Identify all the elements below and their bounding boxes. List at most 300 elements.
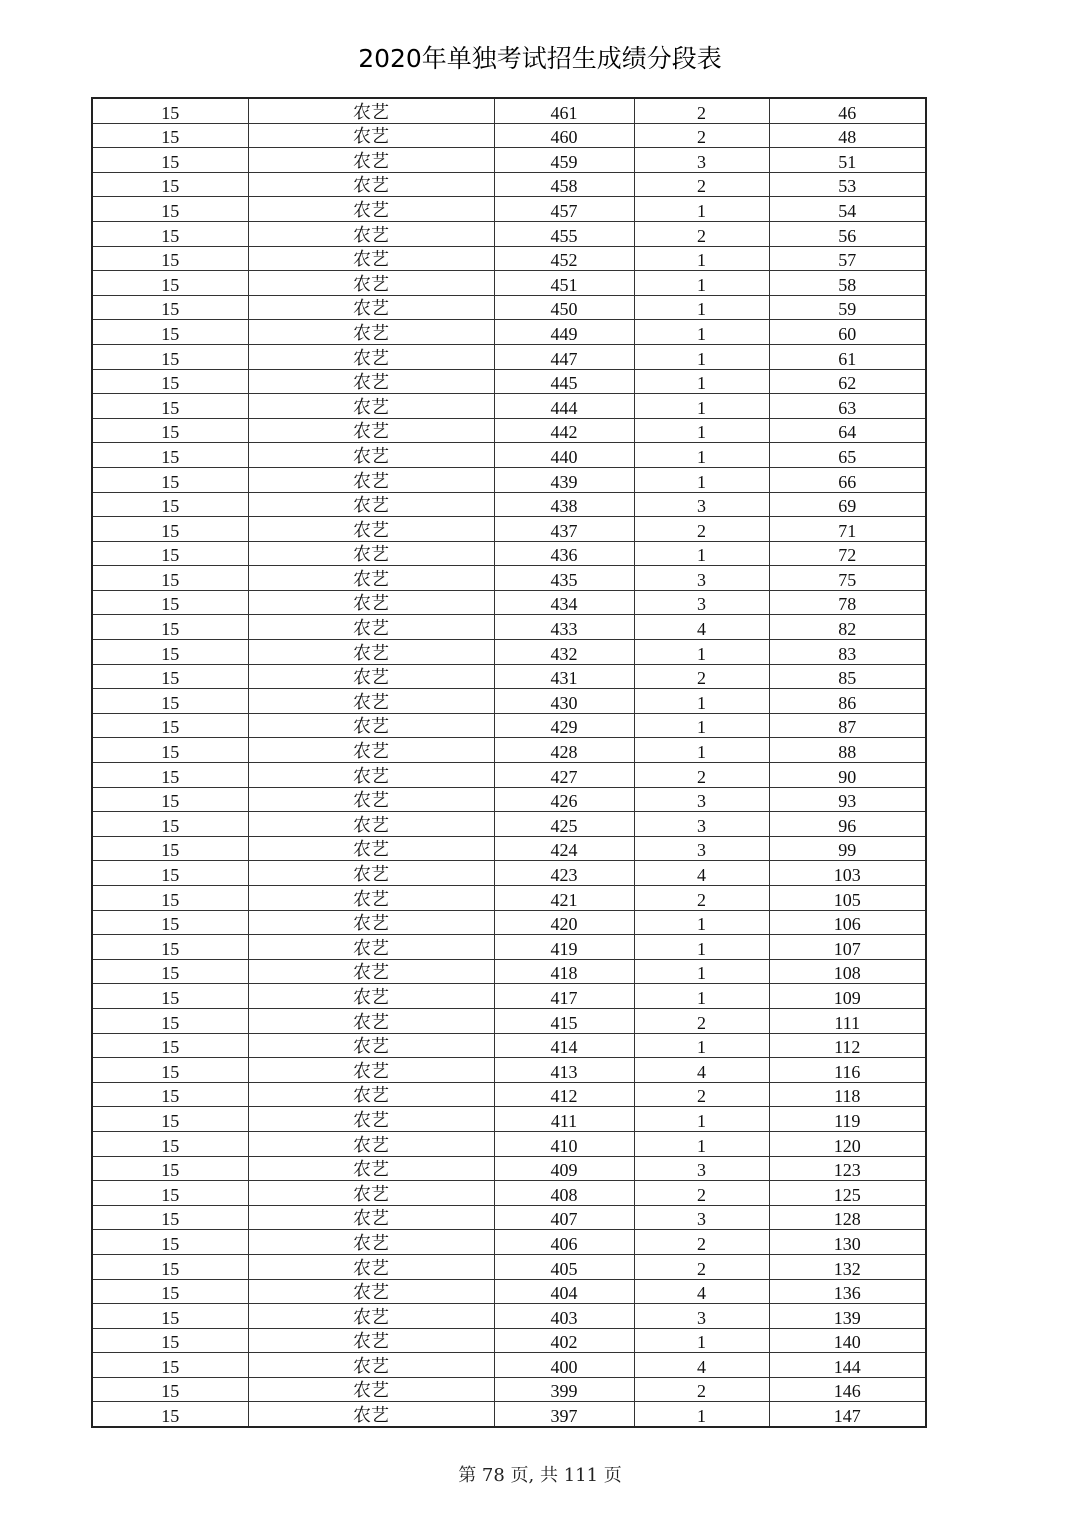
count-cell: 1 [634,295,769,320]
cumulative-cell: 106 [769,910,926,935]
table-row [92,1082,926,1107]
count-cell: 3 [634,1205,769,1230]
table-row [92,861,926,886]
table-row [92,836,926,861]
group-cell: 15 [92,172,248,197]
category-cell: 农艺 [248,787,494,812]
count-cell: 2 [634,123,769,148]
cumulative-cell: 51 [769,148,926,173]
cumulative-cell: 99 [769,836,926,861]
score-cell: 435 [494,566,634,591]
score-cell: 457 [494,197,634,222]
score-cell: 437 [494,517,634,542]
group-cell: 15 [92,1131,248,1156]
cumulative-cell: 111 [769,1008,926,1033]
count-cell: 1 [634,320,769,345]
cumulative-cell: 85 [769,664,926,689]
table-row [92,763,926,788]
group-cell: 15 [92,1230,248,1255]
count-cell: 1 [634,246,769,271]
group-cell: 15 [92,369,248,394]
cumulative-cell: 144 [769,1353,926,1378]
cumulative-cell: 75 [769,566,926,591]
score-cell: 430 [494,689,634,714]
count-cell: 1 [634,467,769,492]
score-cell: 406 [494,1230,634,1255]
table-row [92,1205,926,1230]
count-cell: 1 [634,394,769,419]
score-cell: 399 [494,1377,634,1402]
group-cell: 15 [92,886,248,911]
score-cell: 415 [494,1008,634,1033]
table-row [92,713,926,738]
group-cell: 15 [92,615,248,640]
score-cell: 414 [494,1033,634,1058]
cumulative-cell: 119 [769,1107,926,1132]
group-cell: 15 [92,959,248,984]
cumulative-cell: 57 [769,246,926,271]
group-cell: 15 [92,541,248,566]
category-cell: 农艺 [248,492,494,517]
table-row [92,344,926,369]
count-cell: 1 [634,197,769,222]
group-cell: 15 [92,418,248,443]
count-cell: 2 [634,1254,769,1279]
category-cell: 农艺 [248,1181,494,1206]
score-cell: 450 [494,295,634,320]
count-cell: 1 [634,689,769,714]
score-cell: 444 [494,394,634,419]
score-cell: 436 [494,541,634,566]
cumulative-cell: 72 [769,541,926,566]
table-row [92,984,926,1009]
score-cell: 432 [494,640,634,665]
cumulative-cell: 130 [769,1230,926,1255]
group-cell: 15 [92,984,248,1009]
category-cell: 农艺 [248,1279,494,1304]
group-cell: 15 [92,836,248,861]
score-cell: 425 [494,812,634,837]
group-cell: 15 [92,910,248,935]
cumulative-cell: 146 [769,1377,926,1402]
cumulative-cell: 65 [769,443,926,468]
page-footer: 第 78 页, 共 111 页 [458,1465,622,1486]
category-cell: 农艺 [248,1082,494,1107]
cumulative-cell: 59 [769,295,926,320]
count-cell: 4 [634,1353,769,1378]
category-cell: 农艺 [248,394,494,419]
group-cell: 15 [92,713,248,738]
group-cell: 15 [92,787,248,812]
count-cell: 1 [634,369,769,394]
category-cell: 农艺 [248,959,494,984]
score-cell: 459 [494,148,634,173]
category-cell: 农艺 [248,418,494,443]
table-row [92,640,926,665]
cumulative-cell: 69 [769,492,926,517]
category-cell: 农艺 [248,1058,494,1083]
score-cell: 407 [494,1205,634,1230]
count-cell: 2 [634,221,769,246]
cumulative-cell: 48 [769,123,926,148]
cumulative-cell: 123 [769,1156,926,1181]
score-cell: 455 [494,221,634,246]
table-row [92,812,926,837]
table-row [92,1181,926,1206]
table-row [92,1058,926,1083]
count-cell: 1 [634,541,769,566]
category-cell: 农艺 [248,763,494,788]
group-cell: 15 [92,1402,248,1427]
table-row [92,689,926,714]
table-row [92,1131,926,1156]
table-row [92,566,926,591]
score-cell: 405 [494,1254,634,1279]
category-cell: 农艺 [248,541,494,566]
count-cell: 1 [634,1033,769,1058]
group-cell: 15 [92,935,248,960]
score-table-body [92,98,926,1427]
group-cell: 15 [92,1205,248,1230]
cumulative-cell: 54 [769,197,926,222]
group-cell: 15 [92,1353,248,1378]
category-cell: 农艺 [248,1033,494,1058]
cumulative-cell: 109 [769,984,926,1009]
category-cell: 农艺 [248,1377,494,1402]
score-cell: 452 [494,246,634,271]
category-cell: 农艺 [248,984,494,1009]
table-row [92,787,926,812]
group-cell: 15 [92,394,248,419]
cumulative-cell: 78 [769,590,926,615]
cumulative-cell: 56 [769,221,926,246]
group-cell: 15 [92,443,248,468]
score-cell: 431 [494,664,634,689]
count-cell: 4 [634,1279,769,1304]
cumulative-cell: 116 [769,1058,926,1083]
count-cell: 1 [634,344,769,369]
cumulative-cell: 64 [769,418,926,443]
table-row [92,320,926,345]
category-cell: 农艺 [248,615,494,640]
category-cell: 农艺 [248,910,494,935]
category-cell: 农艺 [248,467,494,492]
score-cell: 433 [494,615,634,640]
category-cell: 农艺 [248,1402,494,1427]
score-cell: 410 [494,1131,634,1156]
cumulative-cell: 61 [769,344,926,369]
score-cell: 400 [494,1353,634,1378]
cumulative-cell: 105 [769,886,926,911]
count-cell: 1 [634,713,769,738]
table-row [92,443,926,468]
cumulative-cell: 107 [769,935,926,960]
group-cell: 15 [92,320,248,345]
score-cell: 413 [494,1058,634,1083]
category-cell: 农艺 [248,886,494,911]
table-row [92,123,926,148]
group-cell: 15 [92,1254,248,1279]
cumulative-cell: 120 [769,1131,926,1156]
group-cell: 15 [92,467,248,492]
cumulative-cell: 140 [769,1328,926,1353]
group-cell: 15 [92,1304,248,1329]
cumulative-cell: 108 [769,959,926,984]
table-row [92,1254,926,1279]
group-cell: 15 [92,1156,248,1181]
count-cell: 2 [634,763,769,788]
group-cell: 15 [92,148,248,173]
score-cell: 439 [494,467,634,492]
table-row [92,590,926,615]
count-cell: 1 [634,1107,769,1132]
category-cell: 农艺 [248,812,494,837]
group-cell: 15 [92,1033,248,1058]
cumulative-cell: 88 [769,738,926,763]
cumulative-cell: 60 [769,320,926,345]
count-cell: 1 [634,738,769,763]
table-row [92,295,926,320]
category-cell: 农艺 [248,664,494,689]
score-cell: 429 [494,713,634,738]
category-cell: 农艺 [248,1353,494,1378]
table-row [92,1353,926,1378]
count-cell: 1 [634,935,769,960]
score-table [91,97,927,1428]
table-row [92,98,926,123]
table-row [92,738,926,763]
group-cell: 15 [92,1279,248,1304]
category-cell: 农艺 [248,1205,494,1230]
group-cell: 15 [92,590,248,615]
table-row [92,1107,926,1132]
category-cell: 农艺 [248,320,494,345]
category-cell: 农艺 [248,98,494,123]
category-cell: 农艺 [248,1254,494,1279]
cumulative-cell: 128 [769,1205,926,1230]
group-cell: 15 [92,640,248,665]
cumulative-cell: 93 [769,787,926,812]
category-cell: 农艺 [248,369,494,394]
group-cell: 15 [92,861,248,886]
category-cell: 农艺 [248,590,494,615]
score-cell: 458 [494,172,634,197]
count-cell: 1 [634,1131,769,1156]
group-cell: 15 [92,812,248,837]
table-row [92,1377,926,1402]
score-cell: 451 [494,271,634,296]
table-row [92,886,926,911]
score-cell: 449 [494,320,634,345]
score-cell: 412 [494,1082,634,1107]
cumulative-cell: 118 [769,1082,926,1107]
cumulative-cell: 62 [769,369,926,394]
category-cell: 农艺 [248,689,494,714]
count-cell: 2 [634,664,769,689]
cumulative-cell: 139 [769,1304,926,1329]
group-cell: 15 [92,98,248,123]
category-cell: 农艺 [248,197,494,222]
table-row [92,1328,926,1353]
table-row [92,615,926,640]
cumulative-cell: 112 [769,1033,926,1058]
group-cell: 15 [92,344,248,369]
category-cell: 农艺 [248,861,494,886]
table-row [92,271,926,296]
count-cell: 4 [634,1058,769,1083]
cumulative-cell: 90 [769,763,926,788]
category-cell: 农艺 [248,1156,494,1181]
score-cell: 442 [494,418,634,443]
score-cell: 440 [494,443,634,468]
cumulative-cell: 147 [769,1402,926,1427]
score-cell: 408 [494,1181,634,1206]
count-cell: 2 [634,1008,769,1033]
cumulative-cell: 136 [769,1279,926,1304]
table-row [92,418,926,443]
cumulative-cell: 83 [769,640,926,665]
category-cell: 农艺 [248,1008,494,1033]
table-row [92,910,926,935]
table-row [92,369,926,394]
group-cell: 15 [92,1058,248,1083]
cumulative-cell: 86 [769,689,926,714]
table-row [92,935,926,960]
score-cell: 460 [494,123,634,148]
category-cell: 农艺 [248,566,494,591]
cumulative-cell: 66 [769,467,926,492]
category-cell: 农艺 [248,271,494,296]
table-row [92,467,926,492]
count-cell: 3 [634,492,769,517]
group-cell: 15 [92,492,248,517]
category-cell: 农艺 [248,295,494,320]
table-row [92,1033,926,1058]
table-row [92,1304,926,1329]
category-cell: 农艺 [248,221,494,246]
count-cell: 2 [634,1082,769,1107]
table-row [92,664,926,689]
score-cell: 397 [494,1402,634,1427]
score-cell: 402 [494,1328,634,1353]
category-cell: 农艺 [248,246,494,271]
count-cell: 2 [634,886,769,911]
count-cell: 1 [634,1402,769,1427]
group-cell: 15 [92,1082,248,1107]
table-row [92,1279,926,1304]
table-row [92,492,926,517]
score-cell: 426 [494,787,634,812]
group-cell: 15 [92,1181,248,1206]
cumulative-cell: 96 [769,812,926,837]
group-cell: 15 [92,123,248,148]
score-cell: 411 [494,1107,634,1132]
category-cell: 农艺 [248,1230,494,1255]
category-cell: 农艺 [248,640,494,665]
cumulative-cell: 63 [769,394,926,419]
score-cell: 438 [494,492,634,517]
table-row [92,394,926,419]
count-cell: 2 [634,1181,769,1206]
count-cell: 2 [634,517,769,542]
score-cell: 434 [494,590,634,615]
category-cell: 农艺 [248,1107,494,1132]
count-cell: 1 [634,271,769,296]
category-cell: 农艺 [248,1328,494,1353]
score-cell: 428 [494,738,634,763]
table-row [92,221,926,246]
count-cell: 3 [634,566,769,591]
group-cell: 15 [92,738,248,763]
score-cell: 424 [494,836,634,861]
score-cell: 403 [494,1304,634,1329]
count-cell: 3 [634,1156,769,1181]
group-cell: 15 [92,1328,248,1353]
score-cell: 404 [494,1279,634,1304]
score-cell: 420 [494,910,634,935]
count-cell: 1 [634,640,769,665]
count-cell: 1 [634,1328,769,1353]
category-cell: 农艺 [248,1131,494,1156]
count-cell: 1 [634,959,769,984]
category-cell: 农艺 [248,517,494,542]
table-row [92,172,926,197]
count-cell: 3 [634,590,769,615]
cumulative-cell: 46 [769,98,926,123]
table-row [92,246,926,271]
group-cell: 15 [92,763,248,788]
cumulative-cell: 58 [769,271,926,296]
table-row [92,517,926,542]
cumulative-cell: 132 [769,1254,926,1279]
group-cell: 15 [92,1008,248,1033]
count-cell: 2 [634,1230,769,1255]
score-cell: 423 [494,861,634,886]
category-cell: 农艺 [248,443,494,468]
score-cell: 419 [494,935,634,960]
category-cell: 农艺 [248,713,494,738]
count-cell: 3 [634,1304,769,1329]
cumulative-cell: 71 [769,517,926,542]
table-row [92,959,926,984]
count-cell: 1 [634,984,769,1009]
cumulative-cell: 82 [769,615,926,640]
category-cell: 农艺 [248,1304,494,1329]
count-cell: 1 [634,443,769,468]
category-cell: 农艺 [248,738,494,763]
count-cell: 2 [634,172,769,197]
group-cell: 15 [92,1107,248,1132]
group-cell: 15 [92,689,248,714]
table-row [92,197,926,222]
count-cell: 3 [634,812,769,837]
score-cell: 409 [494,1156,634,1181]
cumulative-cell: 53 [769,172,926,197]
table-row [92,541,926,566]
score-cell: 421 [494,886,634,911]
score-cell: 445 [494,369,634,394]
count-cell: 4 [634,615,769,640]
category-cell: 农艺 [248,935,494,960]
category-cell: 农艺 [248,123,494,148]
cumulative-cell: 87 [769,713,926,738]
count-cell: 3 [634,787,769,812]
category-cell: 农艺 [248,344,494,369]
group-cell: 15 [92,246,248,271]
category-cell: 农艺 [248,148,494,173]
table-row [92,1156,926,1181]
group-cell: 15 [92,197,248,222]
